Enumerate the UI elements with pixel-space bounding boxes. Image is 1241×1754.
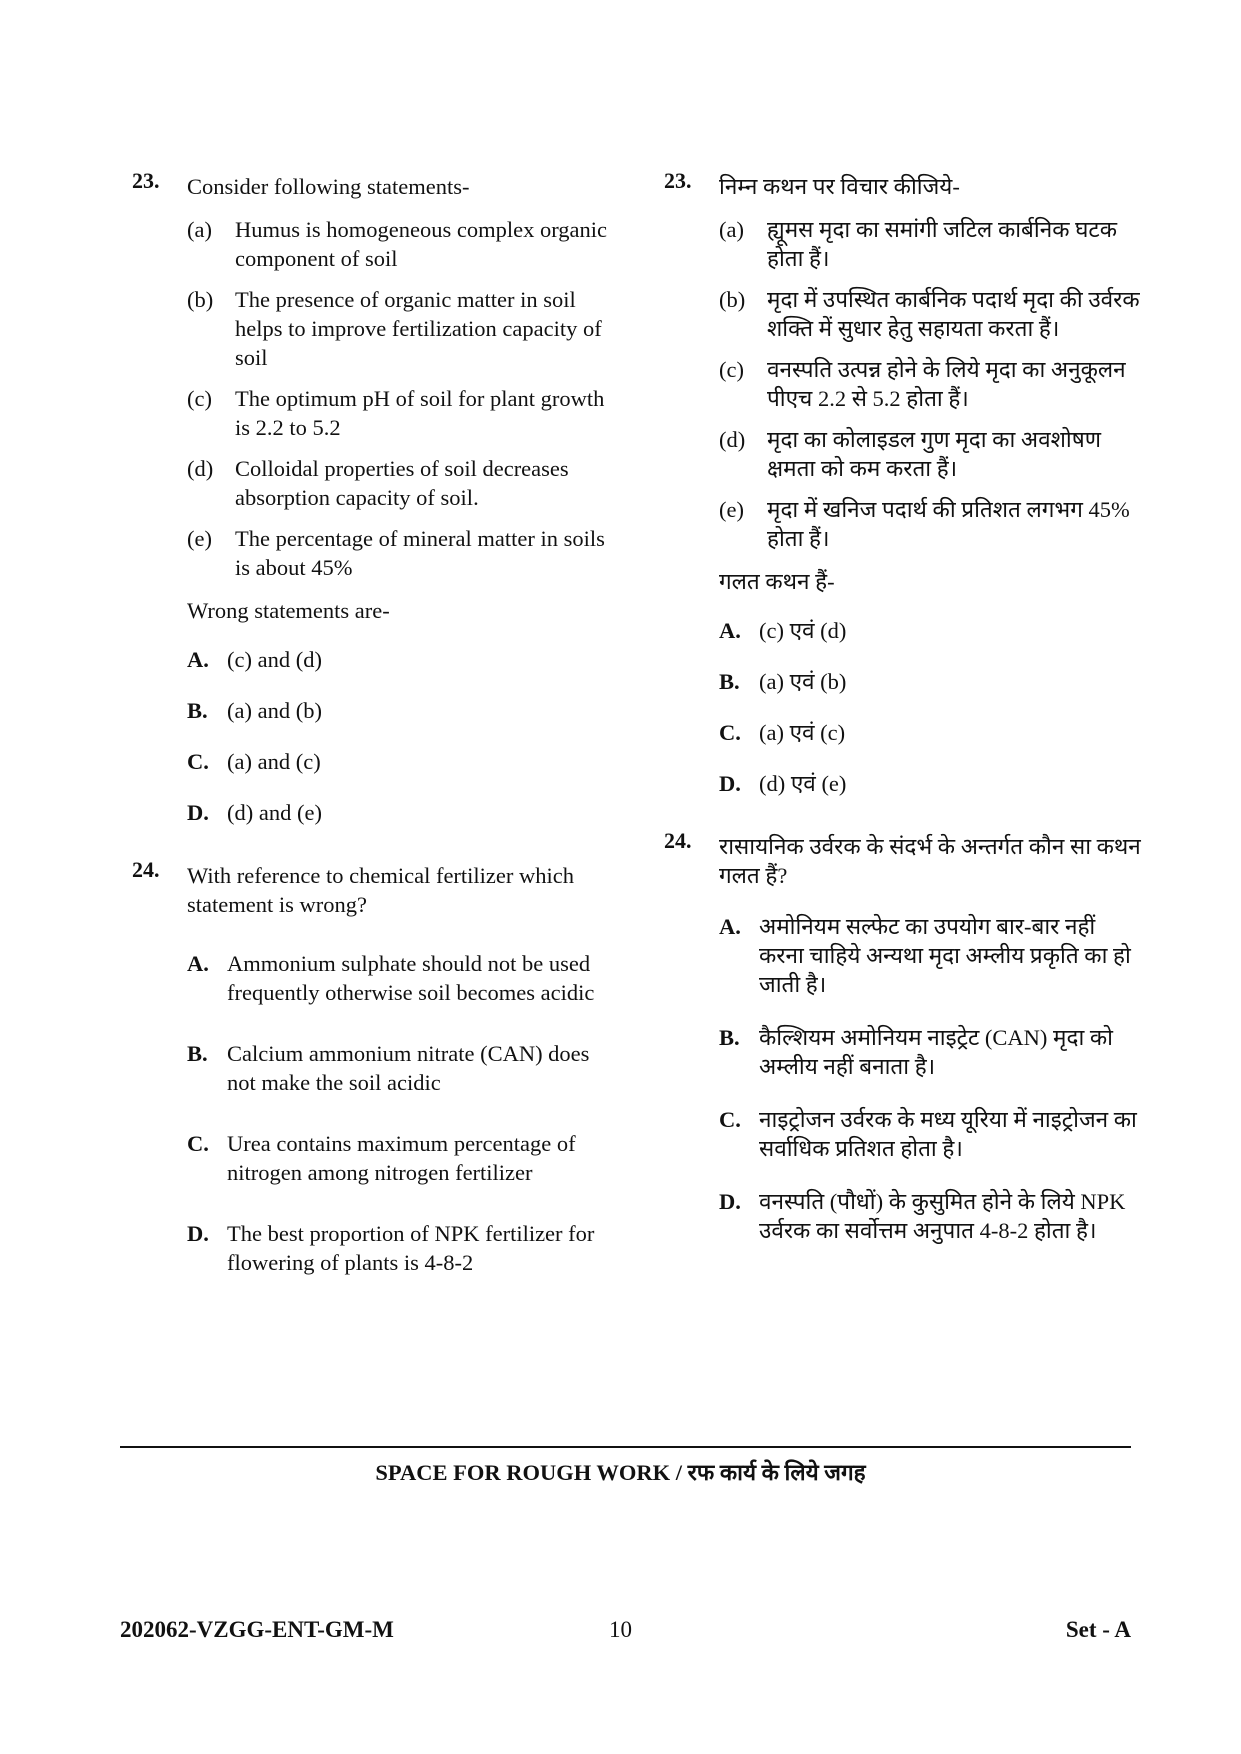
option-d[interactable]: D. वनस्पति (पौधों) के कुसुमित होने के लिये NPK उर्वरक का सर्वोत्तम अनुपात 4-8-2 होता है।	[719, 1189, 1126, 1243]
set-label: Set - A	[1065, 1617, 1131, 1642]
option-c[interactable]: C. नाइट्रोजन उर्वरक के मध्य यूरिया में नाइट्रोजन का सर्वाधिक प्रतिशत होता है।	[719, 1107, 1137, 1161]
question-23-hi	[664, 168, 1144, 798]
option-a[interactable]: A. (c) एवं (d)	[719, 618, 847, 643]
statement-b: (b) The presence of organic matter in soil helps to improve fertilization capacity of soil	[187, 287, 602, 370]
option-d[interactable]: D. (d) एवं (e)	[719, 771, 847, 796]
option-a[interactable]: A. Ammonium sulphate should not be used frequently otherwise soil becomes acidic	[187, 951, 595, 1005]
question-text: रासायनिक उर्वरक के संदर्भ के अन्तर्गत कौन सा कथन गलत हैं?	[719, 834, 1141, 888]
option-b[interactable]: B. (a) एवं (b)	[719, 669, 847, 694]
question-number: 24.	[664, 828, 692, 853]
rough-work-divider	[120, 1446, 1131, 1448]
statement-c: (c) The optimum pH of soil for plant growth is 2.2 to 5.2	[187, 386, 605, 440]
question-24-en	[132, 857, 612, 1277]
statement-d: (d) मृदा का कोलाइडल गुण मृदा का अवशोषण क्षमता को कम करता हैं।	[719, 427, 1101, 481]
question-number: 23.	[664, 168, 692, 193]
statement-e: (e) मृदा में खनिज पदार्थ की प्रतिशत लगभग 45% होता हैं।	[719, 497, 1130, 551]
hindi-column	[664, 168, 1144, 1245]
question-prompt: Wrong statements are-	[187, 598, 390, 623]
statement-d: (d) Colloidal properties of soil decreases absorption capacity of soil.	[187, 456, 569, 510]
statement-a: (a) ह्यूमस मृदा का समांगी जटिल कार्बनिक घटक होता हैं।	[719, 217, 1118, 271]
statement-e: (e) The percentage of mineral matter in soils is about 45%	[187, 526, 605, 580]
option-c[interactable]: C. (a) and (c)	[187, 749, 321, 774]
page-number: 10	[609, 1617, 632, 1642]
option-b[interactable]: B. कैल्शियम अमोनियम नाइट्रेट (CAN) मृदा को अम्लीय नहीं बनाता है।	[719, 1025, 1114, 1079]
question-text: Consider following statements-	[187, 174, 470, 199]
question-number: 24.	[132, 857, 160, 882]
option-a[interactable]: A. (c) and (d)	[187, 647, 322, 672]
rough-work-heading: SPACE FOR ROUGH WORK / रफ कार्य के लिये जगह	[375, 1460, 866, 1485]
option-b[interactable]: B. (a) and (b)	[187, 698, 322, 723]
question-number: 23.	[132, 168, 160, 193]
paper-code: 202062-VZGG-ENT-GM-M	[120, 1617, 394, 1642]
question-23-en	[132, 168, 612, 827]
option-a[interactable]: A. अमोनियम सल्फेट का उपयोग बार-बार नहीं करना चाहिये अन्यथा मृदा अम्लीय प्रकृति का हो जाती है।	[719, 914, 1131, 997]
statement-c: (c) वनस्पति उत्पन्न होने के लिये मृदा का अनुकूलन पीएच 2.2 से 5.2 होता हैं।	[719, 357, 1126, 411]
option-c[interactable]: C. Urea contains maximum percentage of nitrogen among nitrogen fertilizer	[187, 1131, 576, 1185]
statement-b: (b) मृदा में उपस्थित कार्बनिक पदार्थ मृदा की उर्वरक शक्ति में सुधार हेतु सहायता करता हैं।	[719, 287, 1140, 341]
english-column	[132, 168, 612, 1277]
option-d[interactable]: D. (d) and (e)	[187, 800, 322, 825]
question-text: With reference to chemical fertilizer which statement is wrong?	[187, 863, 575, 917]
option-d[interactable]: D. The best proportion of NPK fertilizer for flowering of plants is 4-8-2	[187, 1221, 595, 1275]
question-prompt: गलत कथन हैं-	[719, 569, 835, 594]
question-text: निम्न कथन पर विचार कीजिये-	[719, 174, 960, 199]
option-c[interactable]: C. (a) एवं (c)	[719, 720, 846, 745]
question-24-hi	[664, 828, 1144, 1245]
statement-a: (a) Humus is homogeneous complex organic component of soil	[187, 217, 608, 271]
option-b[interactable]: B. Calcium ammonium nitrate (CAN) does not make the soil acidic	[187, 1041, 590, 1095]
